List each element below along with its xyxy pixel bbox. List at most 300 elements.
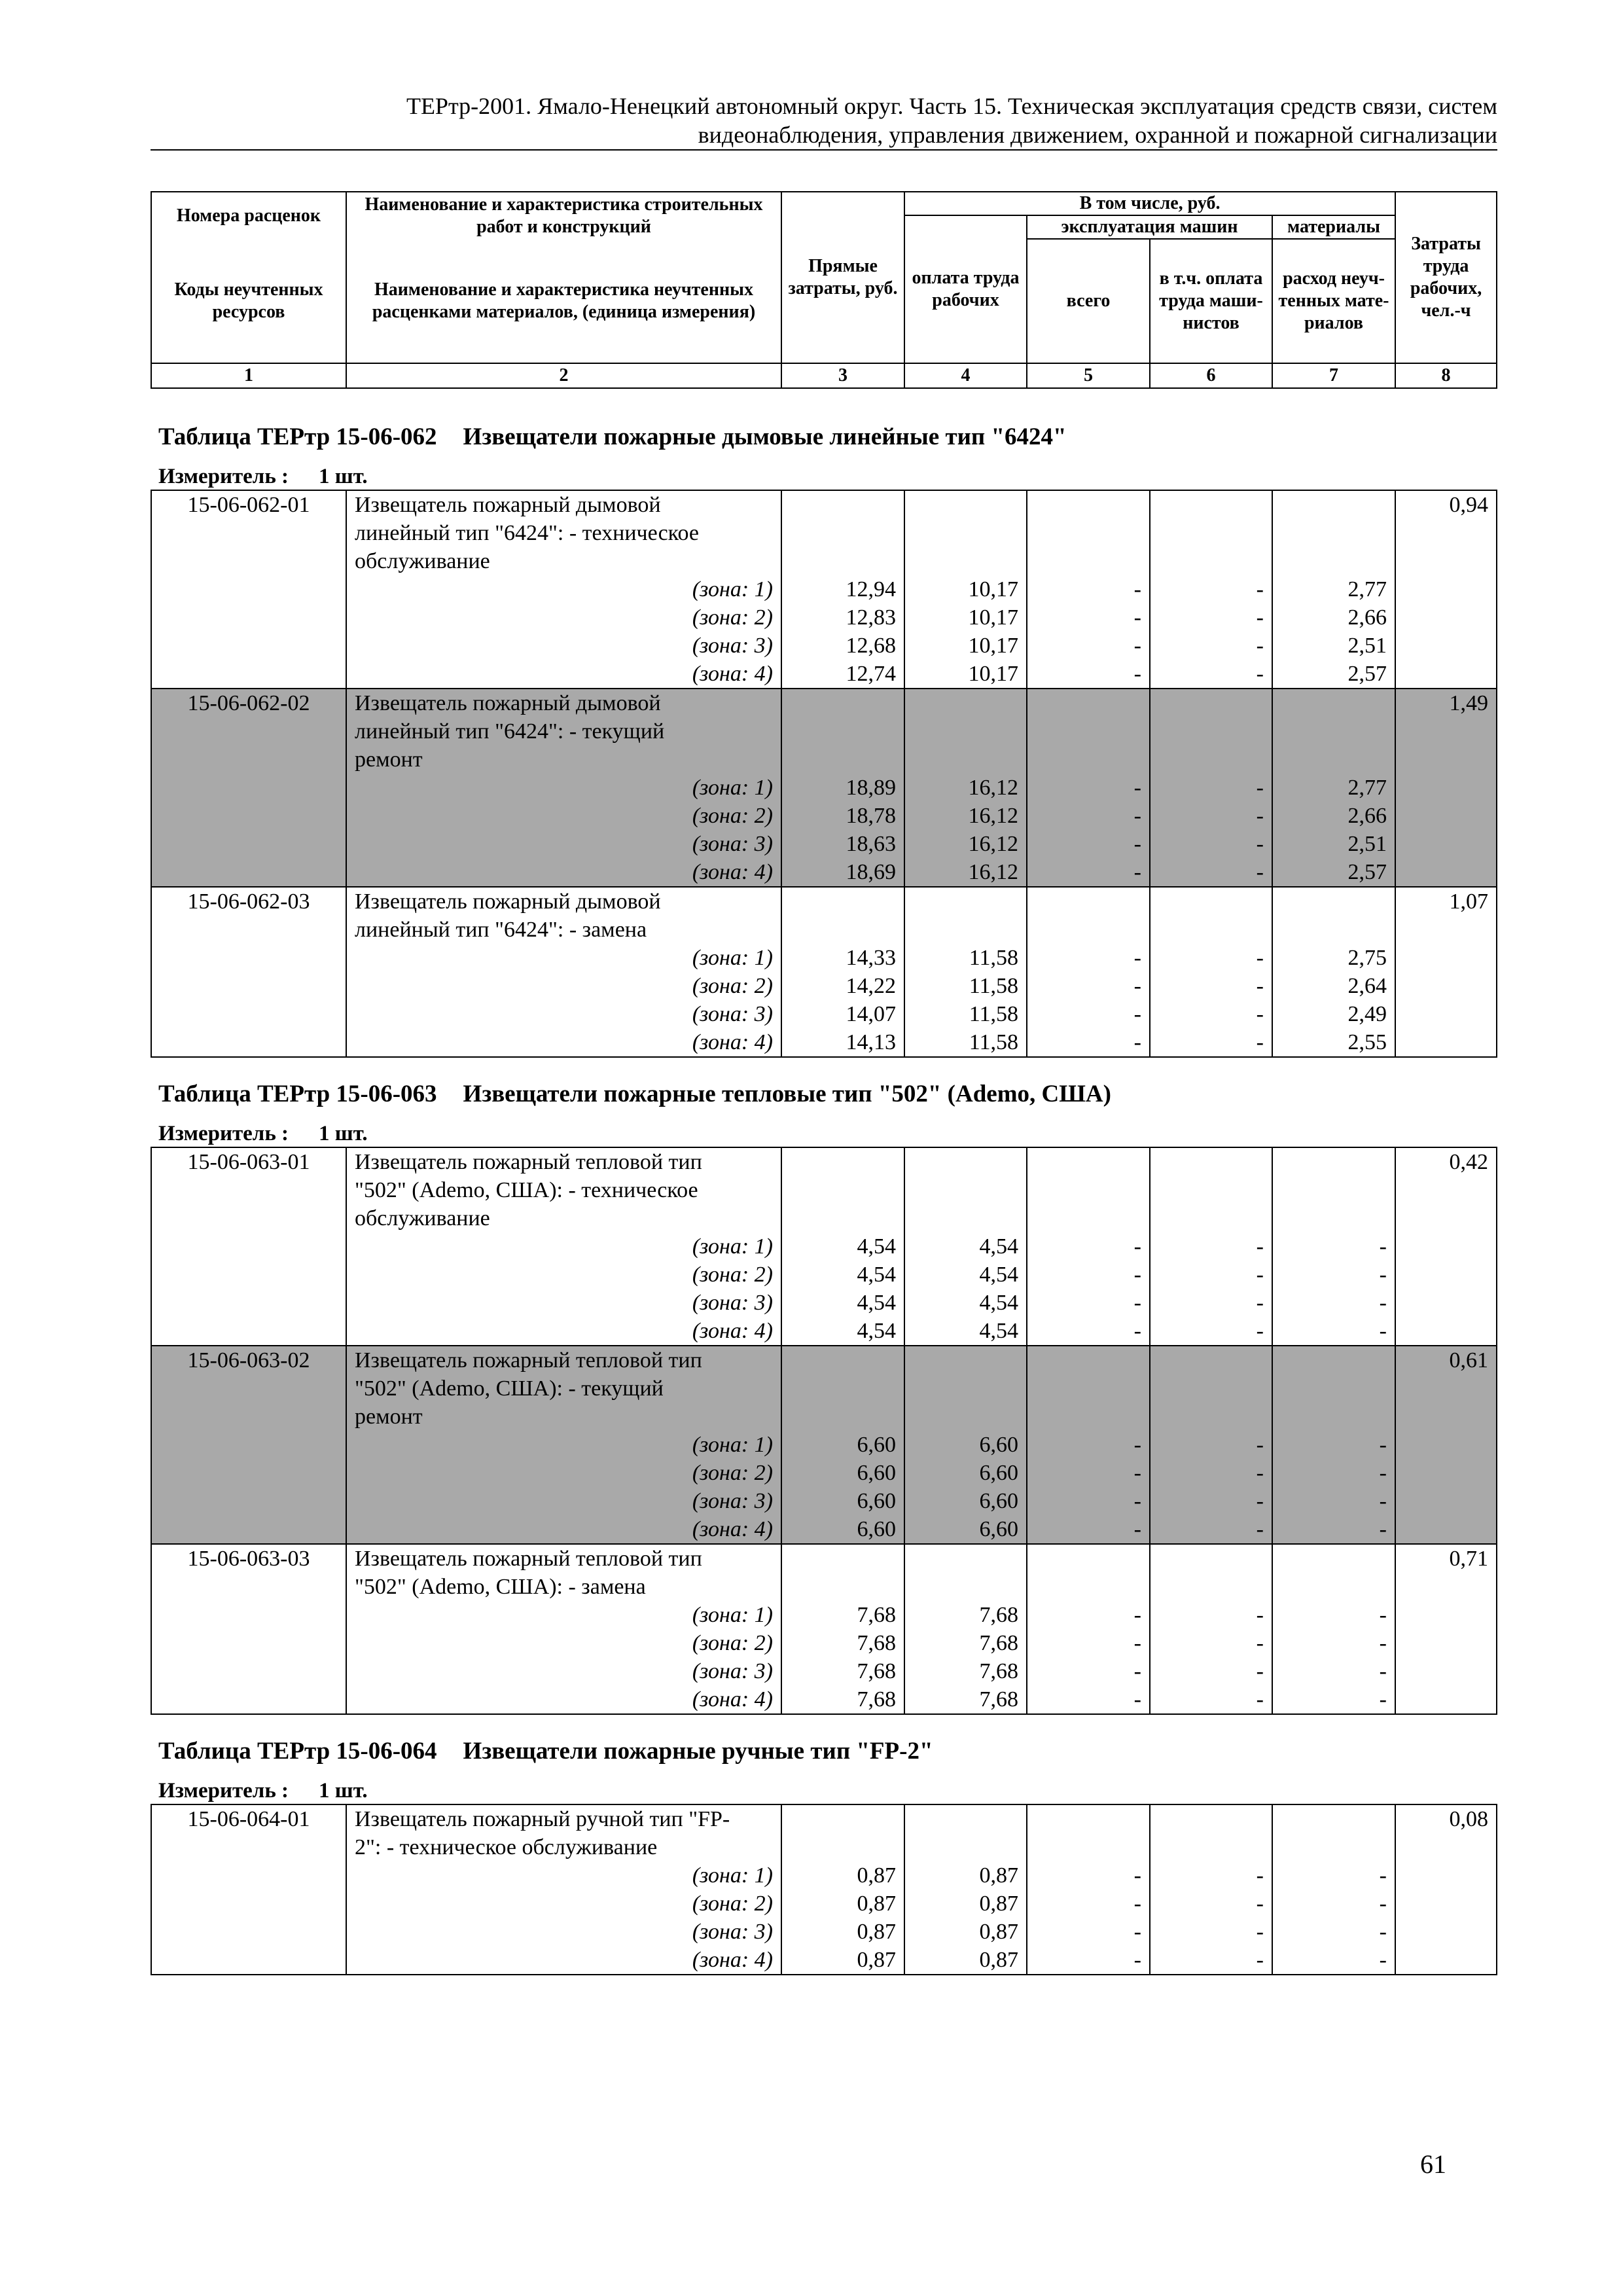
empty-cell bbox=[1027, 745, 1150, 774]
section-title bbox=[158, 1077, 1489, 1111]
zone-row bbox=[151, 858, 1497, 887]
machines-total: - bbox=[1027, 1487, 1150, 1515]
section-name: Извещатели пожарные дымовые линейные тип "6424" bbox=[463, 423, 1067, 450]
empty-cell bbox=[1272, 1573, 1395, 1601]
empty-cell bbox=[1272, 689, 1395, 717]
empty-cell bbox=[904, 1573, 1027, 1601]
work-name-line: 2": - техническое обслуживание bbox=[346, 1833, 781, 1861]
machinist-wages: - bbox=[1150, 1918, 1272, 1946]
empty-cell bbox=[151, 1317, 346, 1346]
zone-row bbox=[151, 575, 1497, 603]
materials-cost: 2,64 bbox=[1272, 972, 1395, 1000]
empty-cell bbox=[1395, 972, 1497, 1000]
empty-cell bbox=[1272, 490, 1395, 519]
empty-cell bbox=[151, 1000, 346, 1028]
empty-cell bbox=[781, 1544, 904, 1573]
price-row-continued bbox=[151, 1833, 1497, 1861]
zone-row bbox=[151, 1890, 1497, 1918]
price-row bbox=[151, 887, 1497, 916]
machinist-wages: - bbox=[1150, 944, 1272, 972]
worker-wages: 6,60 bbox=[904, 1431, 1027, 1459]
machinist-wages: - bbox=[1150, 1000, 1272, 1028]
empty-cell bbox=[1395, 774, 1497, 802]
unit-label: Измеритель : bbox=[158, 1122, 289, 1145]
empty-cell bbox=[1272, 1346, 1395, 1374]
empty-cell bbox=[781, 519, 904, 547]
zone-row bbox=[151, 1317, 1497, 1346]
worker-wages: 11,58 bbox=[904, 1028, 1027, 1057]
worker-wages: 6,60 bbox=[904, 1459, 1027, 1487]
empty-cell bbox=[904, 717, 1027, 745]
machinist-wages: - bbox=[1150, 774, 1272, 802]
zone-label: (зона: 2) bbox=[346, 1629, 781, 1657]
zone-row bbox=[151, 1629, 1497, 1657]
empty-cell bbox=[1150, 547, 1272, 575]
empty-cell bbox=[1395, 1918, 1497, 1946]
column-number: 2 bbox=[346, 363, 781, 388]
direct-costs: 4,54 bbox=[781, 1232, 904, 1261]
empty-cell bbox=[1395, 1289, 1497, 1317]
zone-label: (зона: 1) bbox=[346, 774, 781, 802]
empty-cell bbox=[1027, 1403, 1150, 1431]
direct-costs: 4,54 bbox=[781, 1317, 904, 1346]
worker-wages: 0,87 bbox=[904, 1946, 1027, 1975]
empty-cell bbox=[151, 660, 346, 689]
empty-cell bbox=[151, 1629, 346, 1657]
price-code: 15-06-062-02 bbox=[151, 689, 346, 717]
zone-row bbox=[151, 603, 1497, 632]
zone-row bbox=[151, 1601, 1497, 1629]
worker-wages: 7,68 bbox=[904, 1657, 1027, 1685]
price-row-continued bbox=[151, 1176, 1497, 1204]
price-code: 15-06-063-02 bbox=[151, 1346, 346, 1374]
price-code: 15-06-062-01 bbox=[151, 490, 346, 519]
empty-cell bbox=[1272, 1204, 1395, 1232]
zone-label: (зона: 3) bbox=[346, 1918, 781, 1946]
empty-cell bbox=[151, 858, 346, 887]
direct-costs: 12,74 bbox=[781, 660, 904, 689]
zone-row bbox=[151, 660, 1497, 689]
zone-row bbox=[151, 1261, 1497, 1289]
worker-wages: 6,60 bbox=[904, 1515, 1027, 1544]
empty-cell bbox=[151, 1487, 346, 1515]
materials-cost: - bbox=[1272, 1289, 1395, 1317]
machines-total: - bbox=[1027, 858, 1150, 887]
worker-wages: 4,54 bbox=[904, 1317, 1027, 1346]
worker-wages: 0,87 bbox=[904, 1918, 1027, 1946]
empty-cell bbox=[1395, 717, 1497, 745]
zone-row bbox=[151, 774, 1497, 802]
zone-label: (зона: 1) bbox=[346, 1431, 781, 1459]
zone-row bbox=[151, 1487, 1497, 1515]
empty-cell bbox=[1272, 1403, 1395, 1431]
unit-value: 1 шт. bbox=[319, 465, 368, 488]
zone-row bbox=[151, 1861, 1497, 1890]
zone-label: (зона: 3) bbox=[346, 1289, 781, 1317]
machines-total: - bbox=[1027, 802, 1150, 830]
empty-cell bbox=[781, 1573, 904, 1601]
price-code: 15-06-063-03 bbox=[151, 1544, 346, 1573]
empty-cell bbox=[151, 1028, 346, 1057]
empty-cell bbox=[904, 887, 1027, 916]
empty-cell bbox=[904, 1403, 1027, 1431]
work-name-line: линейный тип "6424": - текущий bbox=[346, 717, 781, 745]
col-7-header: расход неуч-тенных мате-риалов bbox=[1272, 239, 1395, 363]
materials-cost: 2,57 bbox=[1272, 660, 1395, 689]
price-row-continued bbox=[151, 1204, 1497, 1232]
direct-costs: 7,68 bbox=[781, 1685, 904, 1714]
materials-cost: 2,51 bbox=[1272, 632, 1395, 660]
materials-cost: - bbox=[1272, 1487, 1395, 1515]
empty-cell bbox=[1395, 1833, 1497, 1861]
empty-cell bbox=[1272, 519, 1395, 547]
empty-cell bbox=[1027, 1573, 1150, 1601]
materials-cost: 2,66 bbox=[1272, 603, 1395, 632]
zone-label: (зона: 4) bbox=[346, 858, 781, 887]
empty-cell bbox=[1395, 1176, 1497, 1204]
materials-cost: 2,51 bbox=[1272, 830, 1395, 858]
direct-costs: 7,68 bbox=[781, 1629, 904, 1657]
zone-label: (зона: 1) bbox=[346, 1232, 781, 1261]
empty-cell bbox=[151, 1204, 346, 1232]
direct-costs: 12,94 bbox=[781, 575, 904, 603]
empty-cell bbox=[1395, 802, 1497, 830]
worker-wages: 11,58 bbox=[904, 944, 1027, 972]
col-1-bottom-header: Коды неучтенных ресурсов bbox=[151, 239, 346, 363]
zone-label: (зона: 4) bbox=[346, 1515, 781, 1544]
machinist-wages: - bbox=[1150, 858, 1272, 887]
empty-cell bbox=[1027, 689, 1150, 717]
empty-cell bbox=[1150, 887, 1272, 916]
zone-row bbox=[151, 1515, 1497, 1544]
section-unit bbox=[158, 1778, 1489, 1804]
labor-hours: 1,07 bbox=[1395, 887, 1497, 916]
zone-row bbox=[151, 1946, 1497, 1975]
header-line-2: видеонаблюдения, управления движением, охранной и пожарной сигнализации bbox=[151, 120, 1497, 151]
materials-cost: 2,77 bbox=[1272, 774, 1395, 802]
materials-cost: - bbox=[1272, 1629, 1395, 1657]
zone-label: (зона: 4) bbox=[346, 1317, 781, 1346]
zone-row bbox=[151, 1232, 1497, 1261]
machinist-wages: - bbox=[1150, 1861, 1272, 1890]
empty-cell bbox=[151, 1261, 346, 1289]
empty-cell bbox=[1395, 1459, 1497, 1487]
empty-cell bbox=[1395, 830, 1497, 858]
zone-label: (зона: 2) bbox=[346, 1459, 781, 1487]
labor-hours: 0,42 bbox=[1395, 1147, 1497, 1176]
worker-wages: 0,87 bbox=[904, 1890, 1027, 1918]
empty-cell bbox=[1395, 1374, 1497, 1403]
empty-cell bbox=[1395, 519, 1497, 547]
materials-cost: - bbox=[1272, 1515, 1395, 1544]
worker-wages: 16,12 bbox=[904, 802, 1027, 830]
direct-costs: 18,69 bbox=[781, 858, 904, 887]
work-name-line: обслуживание bbox=[346, 547, 781, 575]
worker-wages: 6,60 bbox=[904, 1487, 1027, 1515]
machinist-wages: - bbox=[1150, 1431, 1272, 1459]
section-name: Извещатели пожарные тепловые тип "502" (Ademo, США) bbox=[463, 1081, 1111, 1107]
zone-label: (зона: 4) bbox=[346, 1685, 781, 1714]
machines-total: - bbox=[1027, 1232, 1150, 1261]
work-name-line: Извещатель пожарный тепловой тип bbox=[346, 1346, 781, 1374]
empty-cell bbox=[151, 1232, 346, 1261]
empty-cell bbox=[1027, 1176, 1150, 1204]
machinist-wages: - bbox=[1150, 802, 1272, 830]
empty-cell bbox=[1272, 745, 1395, 774]
empty-cell bbox=[1395, 1685, 1497, 1714]
machinist-wages: - bbox=[1150, 1601, 1272, 1629]
empty-cell bbox=[1272, 1833, 1395, 1861]
machines-total: - bbox=[1027, 944, 1150, 972]
zone-label: (зона: 3) bbox=[346, 632, 781, 660]
direct-costs: 18,89 bbox=[781, 774, 904, 802]
labor-hours: 0,61 bbox=[1395, 1346, 1497, 1374]
empty-cell bbox=[1150, 1346, 1272, 1374]
empty-cell bbox=[1027, 1346, 1150, 1374]
price-row bbox=[151, 1804, 1497, 1833]
empty-cell bbox=[904, 1833, 1027, 1861]
empty-cell bbox=[1395, 1946, 1497, 1975]
labor-hours: 0,08 bbox=[1395, 1804, 1497, 1833]
direct-costs: 6,60 bbox=[781, 1515, 904, 1544]
materials-cost: - bbox=[1272, 1431, 1395, 1459]
work-name-line: Извещатель пожарный дымовой bbox=[346, 490, 781, 519]
machinist-wages: - bbox=[1150, 575, 1272, 603]
zone-label: (зона: 2) bbox=[346, 603, 781, 632]
machines-total: - bbox=[1027, 1261, 1150, 1289]
empty-cell bbox=[151, 632, 346, 660]
zone-label: (зона: 4) bbox=[346, 660, 781, 689]
empty-cell bbox=[1027, 1147, 1150, 1176]
column-number: 6 bbox=[1150, 363, 1272, 388]
machinist-wages: - bbox=[1150, 1685, 1272, 1714]
zone-label: (зона: 4) bbox=[346, 1028, 781, 1057]
price-row bbox=[151, 1346, 1497, 1374]
materials-cost: - bbox=[1272, 1861, 1395, 1890]
machines-total: - bbox=[1027, 972, 1150, 1000]
empty-cell bbox=[151, 802, 346, 830]
empty-cell bbox=[1272, 1176, 1395, 1204]
zone-row bbox=[151, 830, 1497, 858]
price-row bbox=[151, 1544, 1497, 1573]
empty-cell bbox=[1272, 717, 1395, 745]
machinist-wages: - bbox=[1150, 632, 1272, 660]
worker-wages: 7,68 bbox=[904, 1685, 1027, 1714]
direct-costs: 18,78 bbox=[781, 802, 904, 830]
column-number: 5 bbox=[1027, 363, 1150, 388]
empty-cell bbox=[904, 1804, 1027, 1833]
direct-costs: 7,68 bbox=[781, 1657, 904, 1685]
empty-cell bbox=[151, 1515, 346, 1544]
empty-cell bbox=[1150, 1204, 1272, 1232]
empty-cell bbox=[1395, 858, 1497, 887]
section-label: Таблица ТЕРтр 15-06-063 bbox=[158, 1081, 437, 1107]
section-title bbox=[158, 1734, 1489, 1768]
section-unit bbox=[158, 1121, 1489, 1147]
section-label: Таблица ТЕРтр 15-06-064 bbox=[158, 1738, 437, 1765]
empty-cell bbox=[1150, 1573, 1272, 1601]
empty-cell bbox=[151, 944, 346, 972]
machines-header: эксплуатация машин bbox=[1027, 215, 1272, 239]
machinist-wages: - bbox=[1150, 1890, 1272, 1918]
zone-row bbox=[151, 972, 1497, 1000]
empty-cell bbox=[1150, 1833, 1272, 1861]
price-row-continued bbox=[151, 547, 1497, 575]
labor-hours: 1,49 bbox=[1395, 689, 1497, 717]
machinist-wages: - bbox=[1150, 1629, 1272, 1657]
direct-costs: 0,87 bbox=[781, 1918, 904, 1946]
machines-total: - bbox=[1027, 1289, 1150, 1317]
col-4-header: оплата труда рабочих bbox=[904, 215, 1027, 363]
price-row-continued bbox=[151, 1374, 1497, 1403]
empty-cell bbox=[1395, 660, 1497, 689]
price-row-continued bbox=[151, 1573, 1497, 1601]
zone-label: (зона: 3) bbox=[346, 1487, 781, 1515]
zone-label: (зона: 3) bbox=[346, 830, 781, 858]
work-name-line: Извещатель пожарный тепловой тип bbox=[346, 1147, 781, 1176]
empty-cell bbox=[904, 1204, 1027, 1232]
work-name-line: линейный тип "6424": - техническое bbox=[346, 519, 781, 547]
empty-cell bbox=[904, 1374, 1027, 1403]
zone-row bbox=[151, 1431, 1497, 1459]
empty-cell bbox=[1395, 1515, 1497, 1544]
empty-cell bbox=[904, 689, 1027, 717]
machinist-wages: - bbox=[1150, 603, 1272, 632]
column-header-table bbox=[151, 191, 1497, 389]
unit-value: 1 шт. bbox=[319, 1122, 368, 1145]
price-row bbox=[151, 689, 1497, 717]
empty-cell bbox=[1272, 887, 1395, 916]
empty-cell bbox=[151, 972, 346, 1000]
work-name-line: Извещатель пожарный дымовой bbox=[346, 887, 781, 916]
empty-cell bbox=[904, 519, 1027, 547]
empty-cell bbox=[1027, 916, 1150, 944]
worker-wages: 10,17 bbox=[904, 575, 1027, 603]
empty-cell bbox=[781, 717, 904, 745]
empty-cell bbox=[904, 745, 1027, 774]
empty-cell bbox=[151, 1918, 346, 1946]
machines-total: - bbox=[1027, 1890, 1150, 1918]
price-code: 15-06-063-01 bbox=[151, 1147, 346, 1176]
empty-cell bbox=[781, 1374, 904, 1403]
empty-cell bbox=[1395, 1431, 1497, 1459]
work-name-line: линейный тип "6424": - замена bbox=[346, 916, 781, 944]
price-code: 15-06-064-01 bbox=[151, 1804, 346, 1833]
work-name-line: Извещатель пожарный дымовой bbox=[346, 689, 781, 717]
price-row-continued bbox=[151, 519, 1497, 547]
empty-cell bbox=[781, 1204, 904, 1232]
empty-cell bbox=[1395, 1890, 1497, 1918]
section-title bbox=[158, 420, 1489, 454]
materials-cost: - bbox=[1272, 1918, 1395, 1946]
section-unit bbox=[158, 463, 1489, 490]
empty-cell bbox=[151, 1403, 346, 1431]
empty-cell bbox=[781, 887, 904, 916]
empty-cell bbox=[781, 916, 904, 944]
direct-costs: 6,60 bbox=[781, 1431, 904, 1459]
machinist-wages: - bbox=[1150, 1946, 1272, 1975]
worker-wages: 7,68 bbox=[904, 1601, 1027, 1629]
empty-cell bbox=[1150, 1374, 1272, 1403]
empty-cell bbox=[151, 1946, 346, 1975]
empty-cell bbox=[151, 1890, 346, 1918]
materials-cost: 2,55 bbox=[1272, 1028, 1395, 1057]
zone-label: (зона: 2) bbox=[346, 1261, 781, 1289]
zone-row bbox=[151, 1000, 1497, 1028]
empty-cell bbox=[1395, 944, 1497, 972]
machines-total: - bbox=[1027, 1431, 1150, 1459]
machinist-wages: - bbox=[1150, 1232, 1272, 1261]
worker-wages: 4,54 bbox=[904, 1289, 1027, 1317]
materials-cost: 2,66 bbox=[1272, 802, 1395, 830]
empty-cell bbox=[151, 745, 346, 774]
price-row-continued bbox=[151, 916, 1497, 944]
empty-cell bbox=[1395, 1657, 1497, 1685]
empty-cell bbox=[151, 519, 346, 547]
machines-total: - bbox=[1027, 660, 1150, 689]
materials-cost: - bbox=[1272, 1601, 1395, 1629]
empty-cell bbox=[1150, 1544, 1272, 1573]
worker-wages: 11,58 bbox=[904, 1000, 1027, 1028]
direct-costs: 14,13 bbox=[781, 1028, 904, 1057]
empty-cell bbox=[1395, 603, 1497, 632]
price-table bbox=[151, 1804, 1497, 1975]
materials-cost: - bbox=[1272, 1946, 1395, 1975]
materials-cost: 2,77 bbox=[1272, 575, 1395, 603]
machines-total: - bbox=[1027, 830, 1150, 858]
price-row-continued bbox=[151, 717, 1497, 745]
machines-total: - bbox=[1027, 1459, 1150, 1487]
machinist-wages: - bbox=[1150, 1317, 1272, 1346]
empty-cell bbox=[1272, 916, 1395, 944]
direct-costs: 6,60 bbox=[781, 1459, 904, 1487]
col-2-top-header: Наименование и характеристика строительных работ и конструкций bbox=[346, 192, 781, 239]
machinist-wages: - bbox=[1150, 1657, 1272, 1685]
price-row bbox=[151, 1147, 1497, 1176]
empty-cell bbox=[151, 603, 346, 632]
section-name: Извещатели пожарные ручные тип "FP-2" bbox=[463, 1738, 933, 1765]
empty-cell bbox=[1272, 1804, 1395, 1833]
work-name-line: Извещатель пожарный тепловой тип bbox=[346, 1544, 781, 1573]
worker-wages: 10,17 bbox=[904, 603, 1027, 632]
zone-row bbox=[151, 1459, 1497, 1487]
empty-cell bbox=[904, 1544, 1027, 1573]
empty-cell bbox=[1395, 632, 1497, 660]
page-header bbox=[151, 92, 1497, 151]
empty-cell bbox=[1027, 717, 1150, 745]
empty-cell bbox=[1027, 887, 1150, 916]
empty-cell bbox=[151, 717, 346, 745]
empty-cell bbox=[1150, 490, 1272, 519]
work-name-line: "502" (Ademo, США): - техническое bbox=[346, 1176, 781, 1204]
worker-wages: 11,58 bbox=[904, 972, 1027, 1000]
empty-cell bbox=[151, 1459, 346, 1487]
materials-cost: - bbox=[1272, 1685, 1395, 1714]
machines-total: - bbox=[1027, 1657, 1150, 1685]
labor-hours: 0,94 bbox=[1395, 490, 1497, 519]
empty-cell bbox=[781, 547, 904, 575]
empty-cell bbox=[904, 1346, 1027, 1374]
machinist-wages: - bbox=[1150, 1515, 1272, 1544]
empty-cell bbox=[151, 774, 346, 802]
worker-wages: 16,12 bbox=[904, 858, 1027, 887]
direct-costs: 12,83 bbox=[781, 603, 904, 632]
zone-label: (зона: 1) bbox=[346, 1861, 781, 1890]
empty-cell bbox=[1027, 1544, 1150, 1573]
empty-cell bbox=[1272, 1147, 1395, 1176]
empty-cell bbox=[1395, 916, 1497, 944]
worker-wages: 7,68 bbox=[904, 1629, 1027, 1657]
